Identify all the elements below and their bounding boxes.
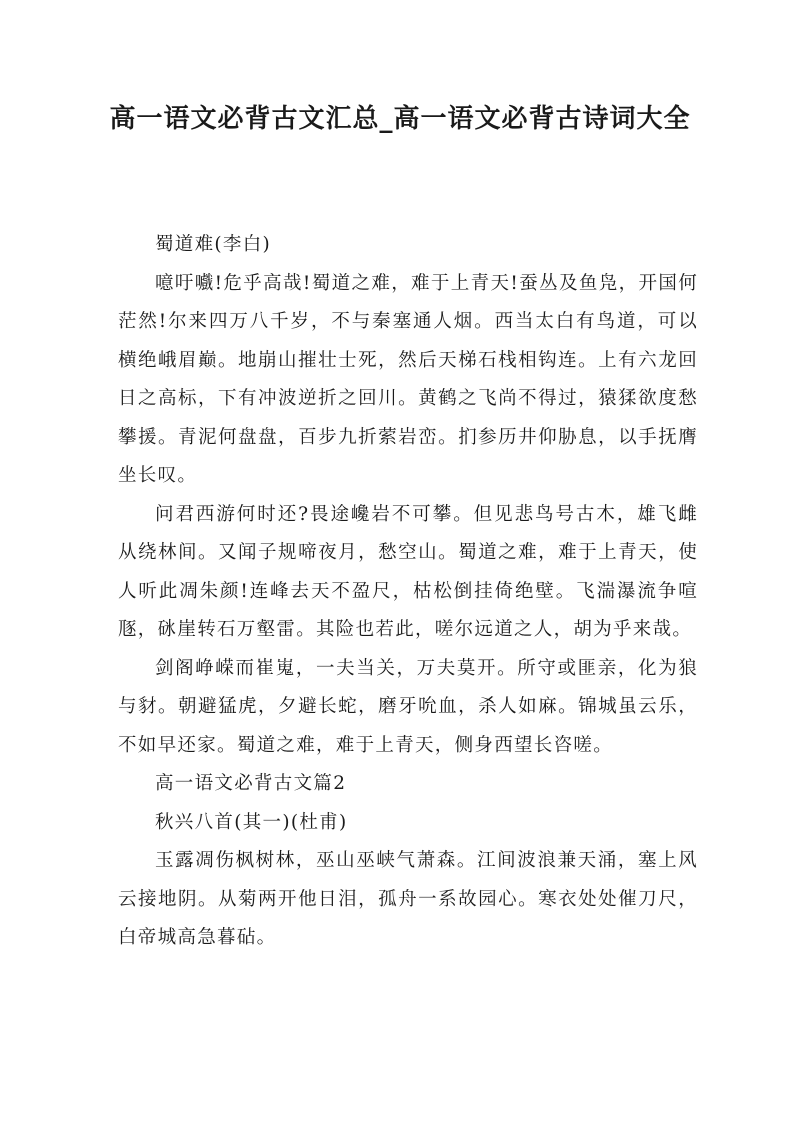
document-body	[118, 226, 698, 958]
section-heading: 高一语文必背古文篇2	[155, 773, 347, 794]
paragraph: 玉露凋伤枫树林，巫山巫峡气萧森。江间波浪兼天涌，塞上风云接地阴。从菊两开他日泪，孤舟一系故园心。寒衣处处催刀尺，白帝城高急暮砧。	[118, 850, 698, 948]
paragraph: 问君西游何时还?畏途巉岩不可攀。但见悲鸟号古木，雄飞雌从绕林间。又闻子规啼夜月，愁空山。蜀道之难，难于上青天，使人听此凋朱颜!连峰去天不盈尺，枯松倒挂倚绝壁。飞湍瀑流争喧豗，砯崖转石万壑雷。其险也若此，嗟尔远道之人，胡为乎来哉。	[118, 503, 698, 640]
paragraph: 剑阁峥嵘而崔嵬，一夫当关，万夫莫开。所守或匪亲，化为狼与豺。朝避猛虎，夕避长蛇，磨牙吮血，杀人如麻。锦城虽云乐，不如早还家。蜀道之难，难于上青天，侧身西望长咨嗟。	[118, 657, 698, 756]
poem-title-shudaonan: 蜀道难(李白)	[155, 234, 272, 255]
poem-title-qiuxing: 秋兴八首(其一)(杜甫)	[155, 811, 348, 833]
paragraph: 噫吁嚱!危乎高哉!蜀道之难，难于上青天!蚕丛及鱼凫，开国何茫然!尔来四万八千岁，不与秦塞通人烟。西当太白有鸟道，可以横绝峨眉巅。地崩山摧壮士死，然后天梯石栈相钩连。上有六龙回日之高标，下有冲波逆折之回川。黄鹤之飞尚不得过，猿猱欲度愁攀援。青泥何盘盘，百步九折萦岩峦。扪参历井仰胁息，以手抚膺坐长叹。	[118, 272, 698, 486]
document-title: 高一语文必背古文汇总_高一语文必背古诗词大全	[109, 104, 691, 134]
